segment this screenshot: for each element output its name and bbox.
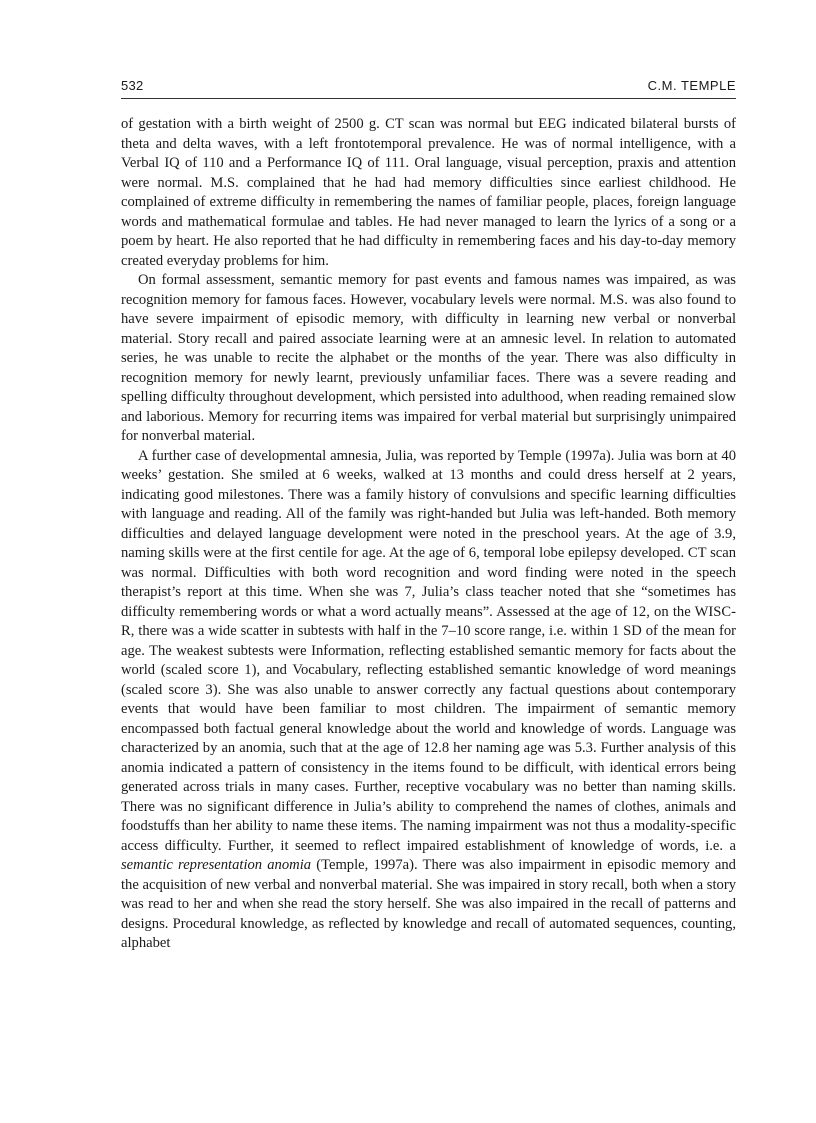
paragraph-julia-text-before: A further case of developmental amnesia, Julia, was reported by Temple (1997a). Julia was born at 40 weeks’ gestation. She smiled at 6 weeks, walked at 13 months and could dress herself at 2 years, indicating good milestones. There was a family history of convulsions and specific learning difficulties with language and reading. All of the family was right-handed but Julia was left-handed. Both memory difficulties and delayed language development were noted in the preschool years. At the age of 3.9, naming skills were at the first centile for age. At the age of 6, temporal lobe epilepsy developed. CT scan was normal. Difficulties with both word recognition and word finding were noted in the speech therapist’s report at this time. When she was 7, Julia’s class teacher noted that she “sometimes has difficulty remembering words or what a word actually means”. Assessed at the age of 12, on the WISC-R, there was a wide scatter in subtests with half in the 7–10 score range, i.e. within 1 SD of the mean for age. The weakest subtests were Information, reflecting established semantic memory for facts about the world (scaled score 1), and Vocabulary, reflecting established semantic knowledge of word meanings (scaled score 3). She was also unable to answer correctly any factual questions about contemporary events that would have been familiar to most children. The impairment of semantic memory encompassed both factual general knowledge about the world and knowledge of words. Language was characterized by an anomia, such that at the age of 12.8 her naming age was 5.3. Further analysis of this anomia indicated a pattern of consistency in the items found to be difficult, with identical errors being generated across trials in many cases. Further, receptive vocabulary was no better than naming skills. There was no significant difference in Julia’s ability to comprehend the names of clothes, animals and foodstuffs than her ability to name these items. The naming impairment was not thus a modality-specific access difficulty. Further, it seemed to reflect impaired establishment of knowledge of words, i.e. a (121, 447, 736, 854)
paragraph-julia-text-after: (Temple, 1997a). There was also impairment in episodic memory and the acquisition of new verbal and nonverbal material. She was impaired in story recall, both when a story was read to her and when she read the story herself. She was also impaired in the recall of patterns and designs. Procedural knowledge, as reflected by knowledge and recall of automated sequences, counting, alphabet (121, 857, 736, 951)
paragraph-formal-assessment: On formal assessment, semantic memory for past events and famous names was impaired, as was recognition memory for famous faces. However, vocabulary levels were normal. M.S. was also found to have severe impairment of episodic memory, with difficulty in learning new verbal or nonverbal material. Story recall and paired associate learning were at an amnesic level. In relation to automated series, he was unable to recite the alphabet or the months of the year. There was also difficulty in recognition memory for newly learnt, previously unfamiliar faces. There was a severe reading and spelling difficulty throughout development, which persisted into adulthood, when reading remained slow and laborious. Memory for recurring items was impaired for verbal material but surprisingly unimpaired for nonverbal material. (121, 272, 736, 444)
paragraph-julia-case (121, 447, 736, 954)
running-head: C.M. TEMPLE (647, 78, 736, 93)
body-text (121, 115, 736, 954)
paragraph-continuation: of gestation with a birth weight of 2500 g. CT scan was normal but EEG indicated bilateral bursts of theta and delta waves, with a left frontotemporal prevalence. He was of normal intelligence, with a Verbal IQ of 110 and a Performance IQ of 111. Oral language, visual perception, praxis and attention were normal. M.S. complained that he had had memory difficulties since earliest childhood. He complained of extreme difficulty in remembering the names of familiar people, places, foreign language words and mathematical formulae and tables. He had never managed to learn the lyrics of a song or a poem by heart. He also reported that he had difficulty in remembering faces and his day-to-day memory created everyday problems for him. (121, 116, 736, 269)
semantic-representation-anomia-term: semantic representation anomia (121, 857, 312, 873)
page-number: 532 (121, 78, 144, 93)
page-header (121, 78, 736, 99)
